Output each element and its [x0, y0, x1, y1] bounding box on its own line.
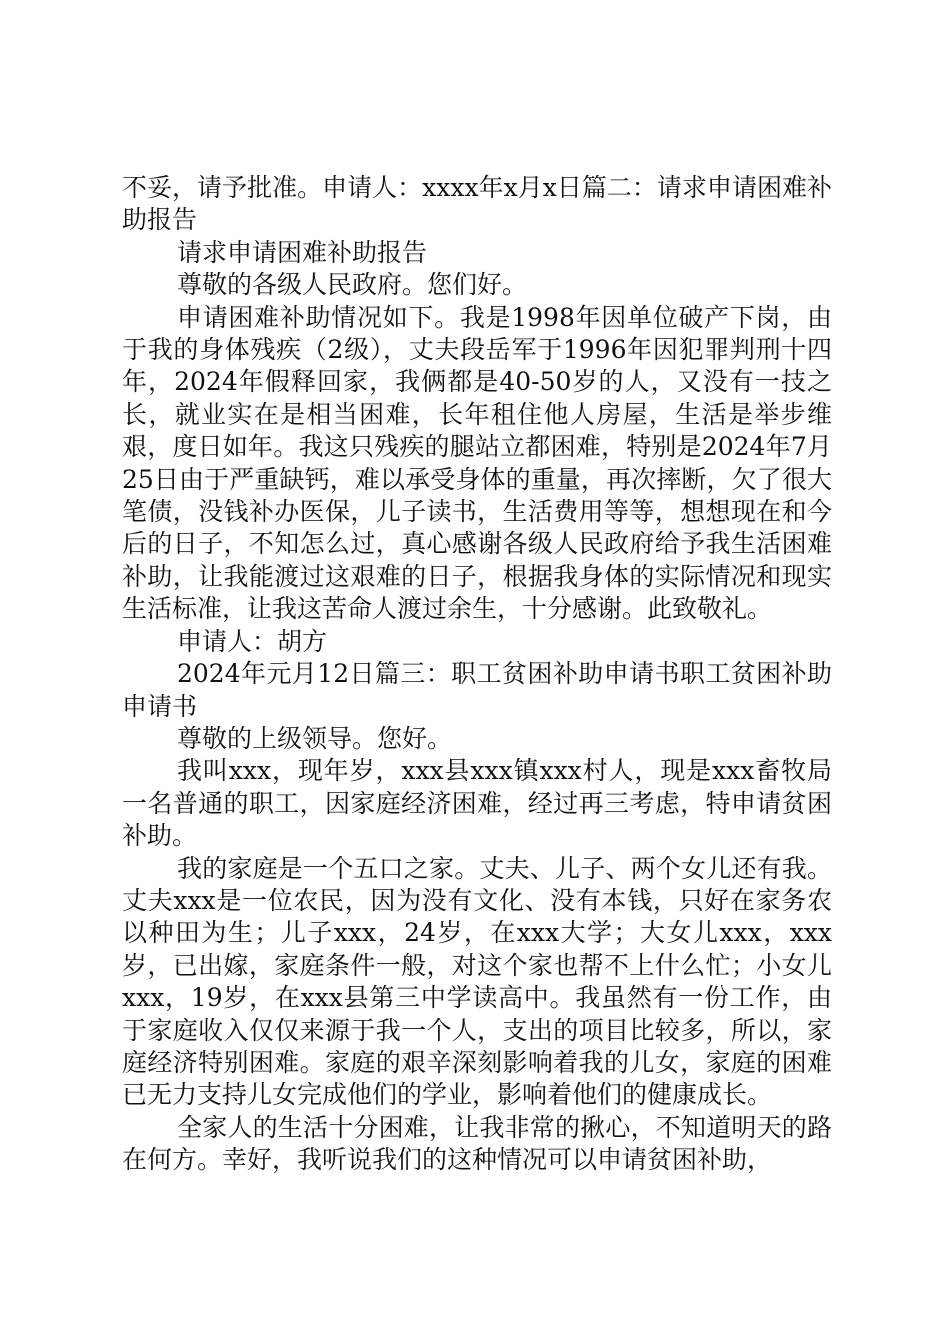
paragraph-3-salutation: 尊敬的各级人民政府。您们好。	[177, 270, 528, 300]
paragraph-6-date-title: 2024年元月12日篇三：职工贫困补助申请书职工贫困补助申请书	[122, 659, 832, 721]
paragraph-7-salutation: 尊敬的上级领导。您好。	[177, 723, 453, 753]
paragraph-2-title: 请求申请困难补助报告	[177, 237, 428, 267]
paragraph-10-closing: 全家人的生活十分困难，让我非常的揪心，不知道明天的路在何方。幸好，我听说我们的这种情况可以申请贫困补助，	[122, 1112, 832, 1175]
paragraph-8-intro: 我叫xxx，现年岁，xxx县xxx镇xxx村人，现是xxx畜牧局一名普通的职工，因家庭经济困难，经过再三考虑，特申请贫困补助。	[122, 756, 832, 851]
paragraph-9-family: 我的家庭是一个五口之家。丈夫、儿子、两个女儿还有我。丈夫xxx是一位农民，因为没有文化、没有本钱，只好在家务农以种田为生；儿子xxx，24岁，在xxx大学；大女儿xxx，xxx岁，已出嫁，家庭条件一般，对这个家也帮不上什么忙；小女儿xxx，19岁，在xxx县第三中学读高中。我虽然有一份工作，由于家庭收入仅仅来源于我一个人，支出的项目比较多，所以，家庭经济特别困难。家庭的艰辛深刻影响着我的儿女，家庭的困难已无力支持儿女完成他们的学业，影响着他们的健康成长。	[122, 853, 832, 1110]
paragraph-4-body: 申请困难补助情况如下。我是1998年因单位破产下岗，由于我的身体残疾（2级），丈夫段岳军于1996年因犯罪判刑十四年，2024年假释回家，我俩都是40-50岁的人，又没有一技之长，就业实在是相当困难，长年租住他人房屋，生活是举步维艰，度日如年。我这只残疾的腿站立都困难，特别是2024年7月25日由于严重缺钙，难以承受身体的重量，再次摔断，欠了很大笔债，没钱补办医保，儿子读书，生活费用等等，想想现在和今后的日子，不知怎么过，真心感谢各级人民政府给予我生活困难补助，让我能渡过这艰难的日子，根据我身体的实际情况和现实生活标准，让我这苦命人渡过余生，十分感谢。此致敬礼。	[122, 302, 832, 624]
document-body	[122, 172, 832, 1177]
paragraph-1: 不妥，请予批准。申请人：xxxx年x月x日篇二：请求申请困难补助报告	[122, 173, 832, 235]
paragraph-5-signature: 申请人：胡方	[177, 626, 328, 656]
